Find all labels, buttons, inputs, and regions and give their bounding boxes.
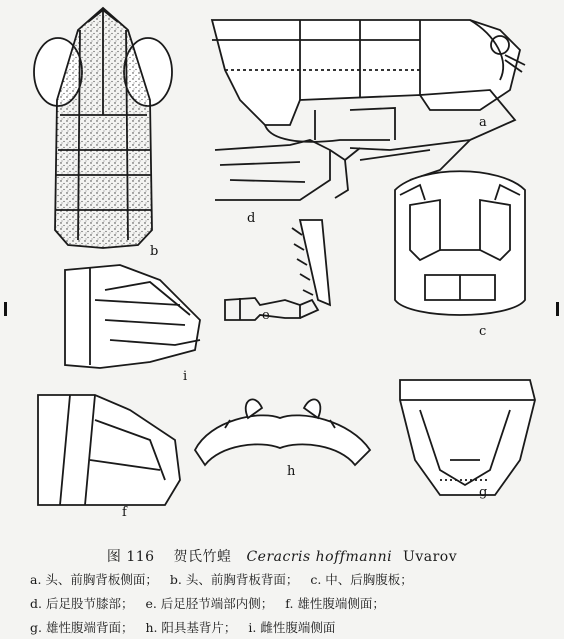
left-margin-mark xyxy=(4,302,7,316)
panel-a-drawing xyxy=(212,20,525,180)
legend-item-h: h. 阳具基背片； xyxy=(145,620,237,635)
species-chinese-name: 贺氏竹蝗 xyxy=(173,549,232,565)
panel-f-drawing xyxy=(38,395,180,505)
legend-item-b: b. 头、前胸背板背面； xyxy=(169,572,299,587)
panel-label-g: g xyxy=(479,485,488,500)
panel-g-drawing xyxy=(400,380,535,495)
legend-item-i: i. 雌性腹端侧面 xyxy=(248,620,336,635)
legend-item-f: f. 雄性腹端侧面； xyxy=(285,596,385,611)
panel-label-b: b xyxy=(150,244,159,259)
panel-label-i: i xyxy=(183,369,188,384)
panel-label-c: c xyxy=(479,324,487,339)
figure-caption xyxy=(0,546,564,566)
panel-label-a: a xyxy=(479,115,487,130)
species-scientific-name: Ceracris hoffmanni xyxy=(246,549,393,565)
legend-line-3 xyxy=(30,618,550,636)
legend-line-2 xyxy=(30,594,550,612)
panel-h-drawing xyxy=(195,399,370,465)
panel-label-e: e xyxy=(262,308,270,323)
legend-item-c: c. 中、后胸腹板； xyxy=(310,572,413,587)
legend-item-e: e. 后足胫节端部内侧； xyxy=(145,596,274,611)
legend-item-g: g. 雄性腹端背面； xyxy=(30,620,134,635)
panel-label-d: d xyxy=(247,211,256,226)
panel-b-drawing xyxy=(34,8,172,248)
panel-i-drawing xyxy=(65,265,200,368)
panel-e-drawing xyxy=(225,220,330,320)
legend-item-d: d. 后足股节膝部； xyxy=(30,596,134,611)
species-author: Uvarov xyxy=(403,549,458,565)
figure-number: 图 116 xyxy=(106,549,155,565)
panel-c-drawing xyxy=(395,171,525,315)
panel-label-h: h xyxy=(287,464,296,479)
panel-d-drawing xyxy=(215,140,360,200)
panel-label-f: f xyxy=(122,505,127,520)
right-margin-mark xyxy=(556,302,559,316)
legend-line-1 xyxy=(30,570,550,588)
legend-item-a: a. 头、前胸背板侧面； xyxy=(30,572,158,587)
